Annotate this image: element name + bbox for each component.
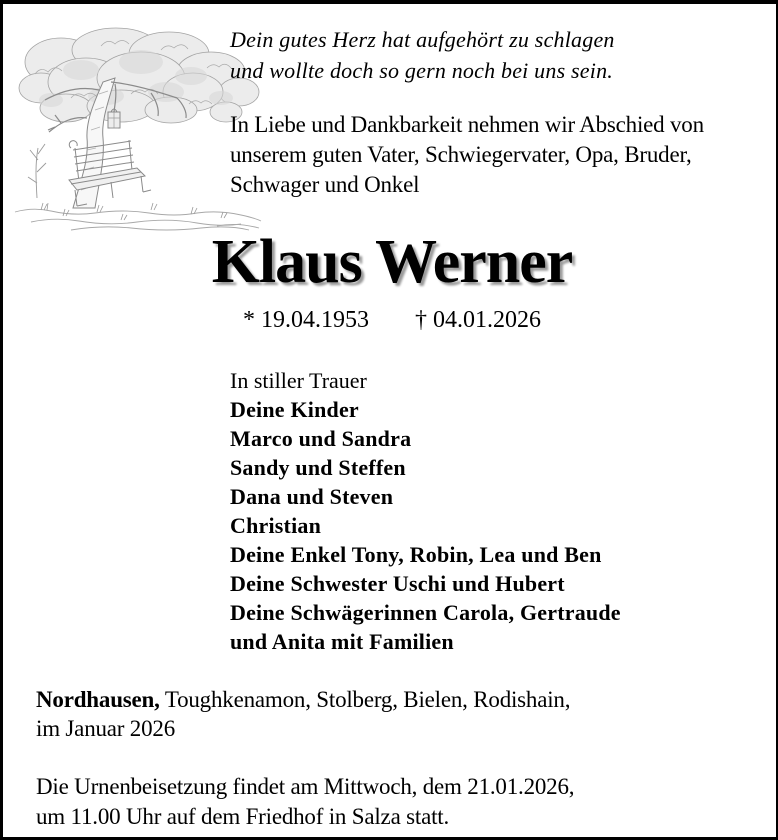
funeral-line: um 11.00 Uhr auf dem Friedhof in Salza statt. (36, 804, 450, 829)
month-line: im Januar 2026 (36, 716, 176, 741)
intro-line: Schwager und Onkel (230, 172, 420, 197)
epigraph-line: Dein gutes Herz hat aufgehört zu schlagen (230, 27, 615, 52)
intro-line: In Liebe und Dankbarkeit nehmen wir Abschied von (230, 112, 704, 137)
epigraph (230, 24, 615, 86)
mourner-line: Deine Enkel Tony, Robin, Lea und Ben (230, 542, 602, 567)
funeral-info (36, 772, 574, 832)
tree-canopy (19, 28, 259, 123)
places-rest: Toughkenamon, Stolberg, Bielen, Rodishain, (159, 687, 571, 712)
mourners-intro: In stiller Trauer (230, 368, 367, 393)
birth-date: * 19.04.1953 (243, 307, 369, 333)
tree-bench-sketch-svg (11, 20, 263, 236)
tree-bench-sketch (11, 20, 263, 236)
places-block (36, 685, 570, 743)
mourner-line: Deine Kinder (230, 397, 359, 422)
mourner-line: Marco und Sandra (230, 426, 412, 451)
life-dates (3, 305, 778, 335)
death-date: † 04.01.2026 (415, 307, 541, 333)
epigraph-line: und wollte doch so gern noch bei uns sein. (230, 58, 613, 83)
intro-line: unserem guten Vater, Schwiegervater, Opa, Bruder, (230, 142, 692, 167)
mourner-line: Christian (230, 513, 322, 538)
mourner-line: Dana und Steven (230, 484, 394, 509)
places-line (36, 685, 570, 714)
lantern (108, 109, 120, 128)
city-name: Nordhausen, (36, 687, 160, 712)
deceased-name: Klaus Werner (211, 228, 573, 296)
ground-strokes (15, 209, 261, 230)
mourner-line: und Anita mit Familien (230, 629, 454, 654)
mourner-line: Deine Schwägerinnen Carola, Gertraude (230, 600, 621, 625)
mourner-line: Sandy und Steffen (230, 455, 406, 480)
funeral-line: Die Urnenbeisetzung findet am Mittwoch, dem 21.01.2026, (36, 774, 575, 799)
mourners-list (230, 366, 621, 656)
mourner-line: Deine Schwester Uschi und Hubert (230, 571, 565, 596)
sapling (28, 144, 46, 198)
intro-paragraph (230, 110, 704, 200)
